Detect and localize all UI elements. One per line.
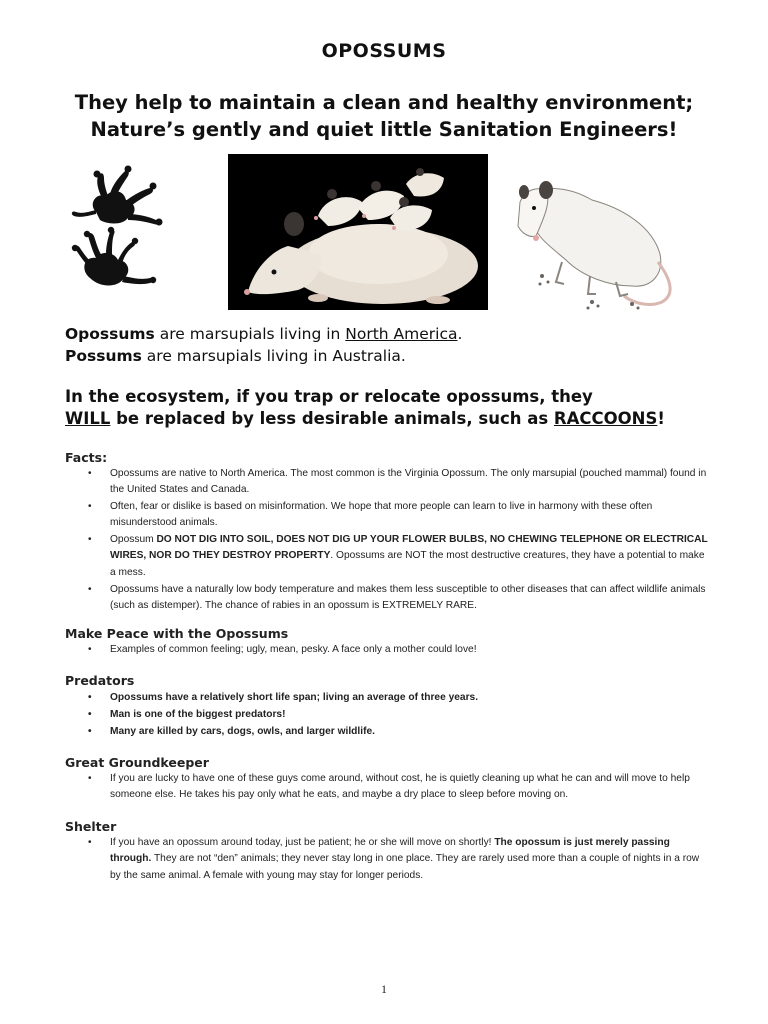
shelter-pre: If you have an opossum around today, just be patient; he or she will move on shortly! xyxy=(110,837,495,848)
page-number: 1 xyxy=(381,982,387,996)
shelter-item xyxy=(88,835,708,884)
fact-pre: Opossum xyxy=(110,534,157,546)
will-emphasis: WILL xyxy=(65,409,111,428)
facts-heading: Facts: xyxy=(65,450,108,465)
warning-line-1: In the ecosystem, if you trap or relocate opossums, they xyxy=(65,387,593,406)
peace-heading: Make Peace with the Opossums xyxy=(65,626,289,641)
intro-line-1-end: . xyxy=(457,325,463,343)
predator-item: • Many are killed by cars, dogs, owls, and larger wildlife. xyxy=(88,724,708,740)
shelter-heading: Shelter xyxy=(65,819,117,834)
page-title: OPOSSUMS xyxy=(321,40,447,62)
groundkeeper-item: • If you are lucky to have one of these guys come around, without cost, he is quietly cleaning up what he can and will move to help someone else. He takes his pay only what he eats, and maybe a dry place to sleep before moving on. xyxy=(88,771,708,804)
shelter-list xyxy=(88,835,708,884)
fact-item: • Often, fear or dislike is based on misinformation. We hope that more people can learn to live in harmony with these often misunderstood animals. xyxy=(88,499,708,532)
fact-item: • Opossums have a naturally low body temperature and makes them less susceptible to other diseases that can affect wildlife animals (such as distemper). The chance of rabies in an opossum is EXTREMELY RARE. xyxy=(88,582,708,615)
fact-post: . Opossums are NOT the most destructive creatures, they have a potential to make a mess. xyxy=(110,550,705,578)
subtitle-line-1: They help to maintain a clean and healthy environment; xyxy=(74,91,694,114)
shelter-bold: The opossum is just merely passing through. xyxy=(110,837,670,865)
opossum-family-photo xyxy=(228,154,488,310)
north-america-link[interactable]: North America xyxy=(345,325,458,343)
predator-item: • Opossums have a relatively short life span; living an average of three years. xyxy=(88,690,708,706)
intro-line-1-mid: are marsupials living in xyxy=(154,325,346,343)
predators-list xyxy=(88,690,708,740)
groundkeeper-list xyxy=(88,771,708,804)
intro-line-2-rest: are marsupials living in Australia. xyxy=(141,347,406,365)
paw-prints-icon xyxy=(66,160,170,306)
possums-term: Possums xyxy=(65,347,142,365)
warning-line-2-end: ! xyxy=(657,409,665,428)
warning-line-2 xyxy=(65,408,715,430)
fact-bold: DO NOT DIG INTO SOIL, DOES NOT DIG UP YOUR FLOWER BULBS, NO CHEWING TELEPHONE OR ELECTRICAL WIRES, NOR DO THEY DESTROY PROPERTY xyxy=(110,534,708,562)
groundkeeper-heading: Great Groundkeeper xyxy=(65,755,209,770)
subtitle-line-2: Nature’s gently and quiet little Sanitation Engineers! xyxy=(90,118,678,141)
peace-item: • Examples of common feeling; ugly, mean, pesky. A face only a mother could love! xyxy=(88,642,708,658)
warning-line-2-mid: be replaced by less desirable animals, such as xyxy=(110,409,554,428)
page-subtitle xyxy=(0,89,768,143)
raccoons-emphasis: RACCOONS xyxy=(553,409,658,428)
predator-item: • Man is one of the biggest predators! xyxy=(88,707,708,723)
fact-item xyxy=(88,532,708,581)
ecosystem-warning xyxy=(65,386,715,430)
shelter-post: They are not “den” animals; they never stay long in one place. They are rarely used more than a couple of nights in a row by the same animal. A female with young may stay for longer periods. xyxy=(110,853,700,881)
opossums-term: Opossums xyxy=(65,325,155,343)
fact-item: • Opossums are native to North America. The most common is the Virginia Opossum. The only marsupial (pouched mammal) found in the United States and Canada. xyxy=(88,466,708,499)
intro-line-2 xyxy=(65,345,462,367)
predators-heading: Predators xyxy=(65,673,135,688)
facts-list xyxy=(88,466,708,615)
intro-text xyxy=(65,323,462,367)
opossum-illustration xyxy=(512,178,678,312)
peace-list xyxy=(88,642,708,659)
intro-line-1 xyxy=(65,323,462,345)
